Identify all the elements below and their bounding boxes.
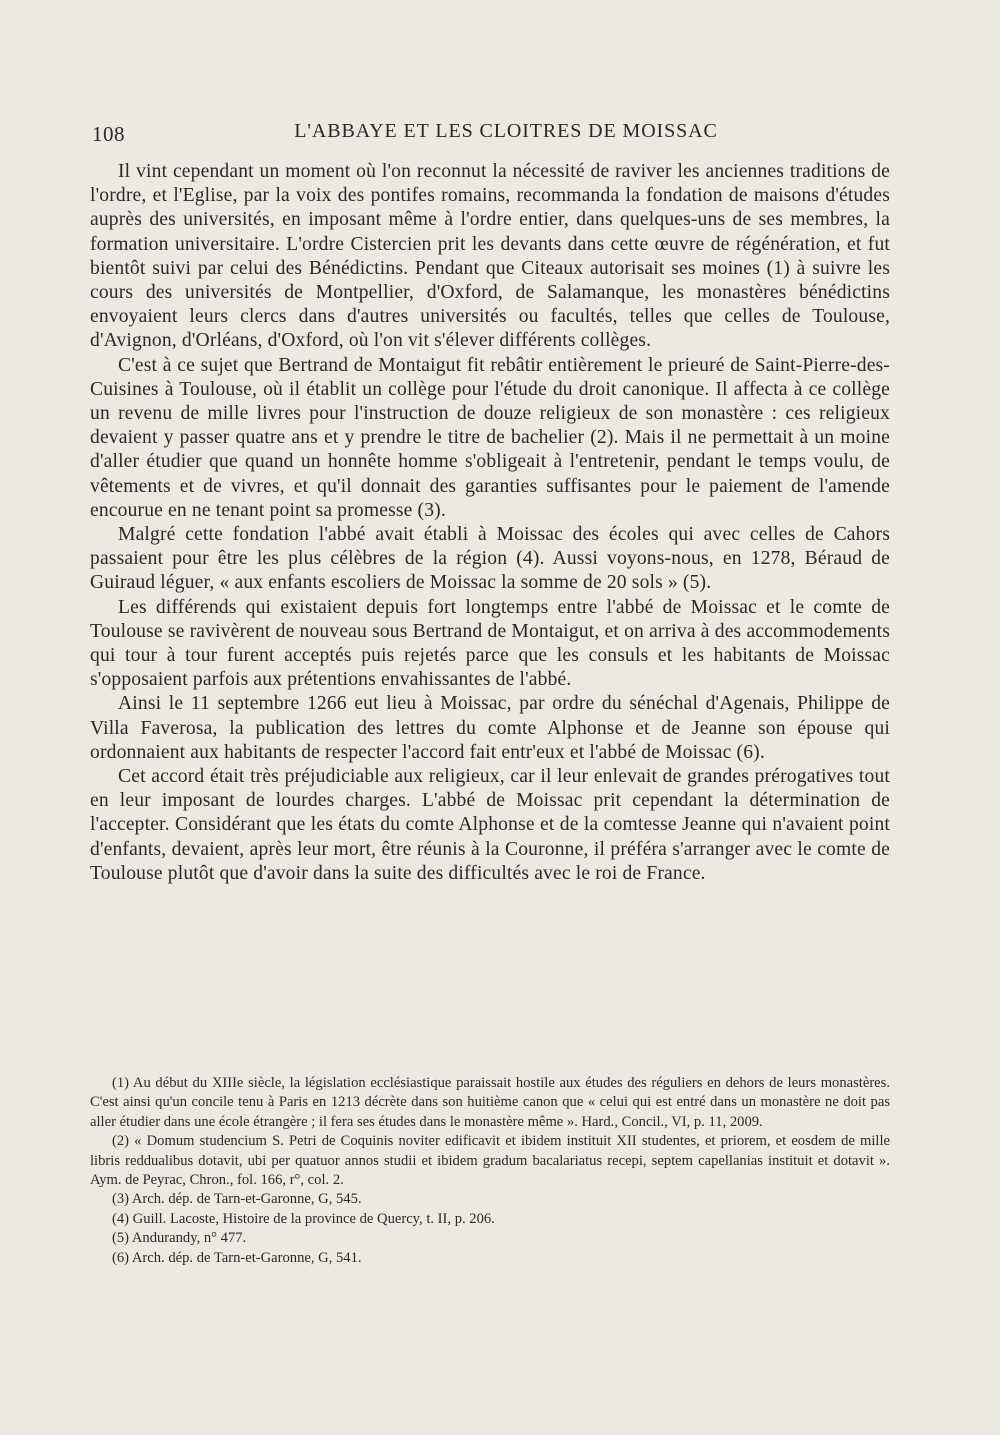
paragraph: Il vint cependant un moment où l'on reconnut la nécessité de raviver les anciennes traditions de l'ordre, et l'Eglise, par la voix des pontifes romains, recommanda la fondation de maisons d'études auprès des universités, en imposant même à l'ordre entier, dans quelques-uns de ses membres, la formation universitaire. L'ordre Cistercien prit les devants dans cette œuvre de régénération, et fut bientôt suivi par celui des Bénédictins. Pendant que Citeaux autorisait ses moines (1) à suivre les cours des universités de Montpellier, d'Oxford, de Salamanque, les monastères bénédictins envoyaient leurs clercs dans d'autres universités ou facultés, telles que celles de Toulouse, d'Avignon, d'Orléans, d'Oxford, où l'on vit s'élever différents collèges. — [90, 161, 890, 352]
paragraph: C'est à ce sujet que Bertrand de Montaigut fit rebâtir entièrement le prieuré de Saint-Pierre-des-Cuisines à Toulouse, où il établit un collège pour l'étude du droit canonique. Il affecta à ce collège un revenu de mille livres pour l'instruction de douze religieux de son monastère : ces religieux devaient y passer quatre ans et y prendre le titre de bachelier (2). Mais il ne permettait à un moine d'aller étudier que quand un honnête homme s'obligeait à l'entretenir, pendant le temps voulu, de vêtements et de vivres, et qu'il donnait des garanties suffisantes pour le paiement de l'amende encourue en ne tenant point sa promesse (3). — [90, 354, 890, 521]
footnote: (3) Arch. dép. de Tarn-et-Garonne, G, 545. — [112, 1191, 362, 1208]
footnote: (5) Andurandy, n° 477. — [112, 1230, 247, 1247]
page-header — [92, 118, 894, 148]
paragraph: Ainsi le 11 septembre 1266 eut lieu à Moissac, par ordre du sénéchal d'Agenais, Philippe de Villa Faverosa, la publication des lettres du comte Alphonse et de Jeanne son épouse qui ordonnaient aux habitants de respecter l'accord fait entr'eux et l'abbé de Moissac (6). — [90, 693, 890, 763]
footnote: (2) « Domum studencium S. Petri de Coquinis noviter edificavit et ibidem instituit XII studentes, et priorem, et eosdem de mille libris reddualibus dotavit, ubi per quatuor annos studii et ibidem gradum bacalariatus recepi, septem capellanias instituit et dotavit ». Aym. de Peyrac, Chron., fol. 166, r°, col. 2. — [90, 1133, 890, 1189]
footnote: (4) Guill. Lacoste, Histoire de la province de Quercy, t. II, p. 206. — [112, 1210, 495, 1227]
footnote: (6) Arch. dép. de Tarn-et-Garonne, G, 541. — [112, 1249, 362, 1266]
paragraph: Les différends qui existaient depuis fort longtemps entre l'abbé de Moissac et le comte de Toulouse se ravivèrent de nouveau sous Bertrand de Montaigut, et on arriva à des accommodements qui tour à tour furent acceptés puis rejetés parce que les consuls et les habitants de Moissac s'opposaient parfois aux prétentions envahissantes de l'abbé. — [90, 596, 890, 691]
body-text — [90, 160, 890, 886]
footnotes — [90, 1074, 890, 1268]
footnote: (1) Au début du XIIIe siècle, la législation ecclésiastique paraissait hostile aux études des réguliers en dehors de leurs monastères. C'est ainsi qu'un concile tenu à Paris en 1213 décrète dans son huitième canon que « celui qui est entré dans un monastère ne doit pas aller étudier dans une école étrangère ; il fera ses études dans le monastère même ». Hard., Concil., VI, p. 11, 2009. — [90, 1075, 890, 1130]
running-title: L'ABBAYE ET LES CLOITRES DE MOISSAC — [294, 120, 718, 142]
paragraph: Cet accord était très préjudiciable aux religieux, car il leur enlevait de grandes prérogatives tout en leur imposant de lourdes charges. L'abbé de Moissac prit cependant la détermination de l'accepter. Considérant que les états du comte Alphonse et de la comtesse Jeanne qui n'avaient point d'enfants, devaient, après leur mort, être réunis à la Couronne, il préféra s'arranger avec le comte de Toulouse plutôt que d'avoir dans la suite des difficultés avec le roi de France. — [90, 766, 890, 884]
page-number: 108 — [92, 122, 125, 146]
paragraph: Malgré cette fondation l'abbé avait établi à Moissac des écoles qui avec celles de Cahors passaient pour être les plus célèbres de la région (4). Aussi voyons-nous, en 1278, Béraud de Guiraud léguer, « aux enfants escoliers de Moissac la somme de 20 sols » (5). — [90, 524, 890, 594]
